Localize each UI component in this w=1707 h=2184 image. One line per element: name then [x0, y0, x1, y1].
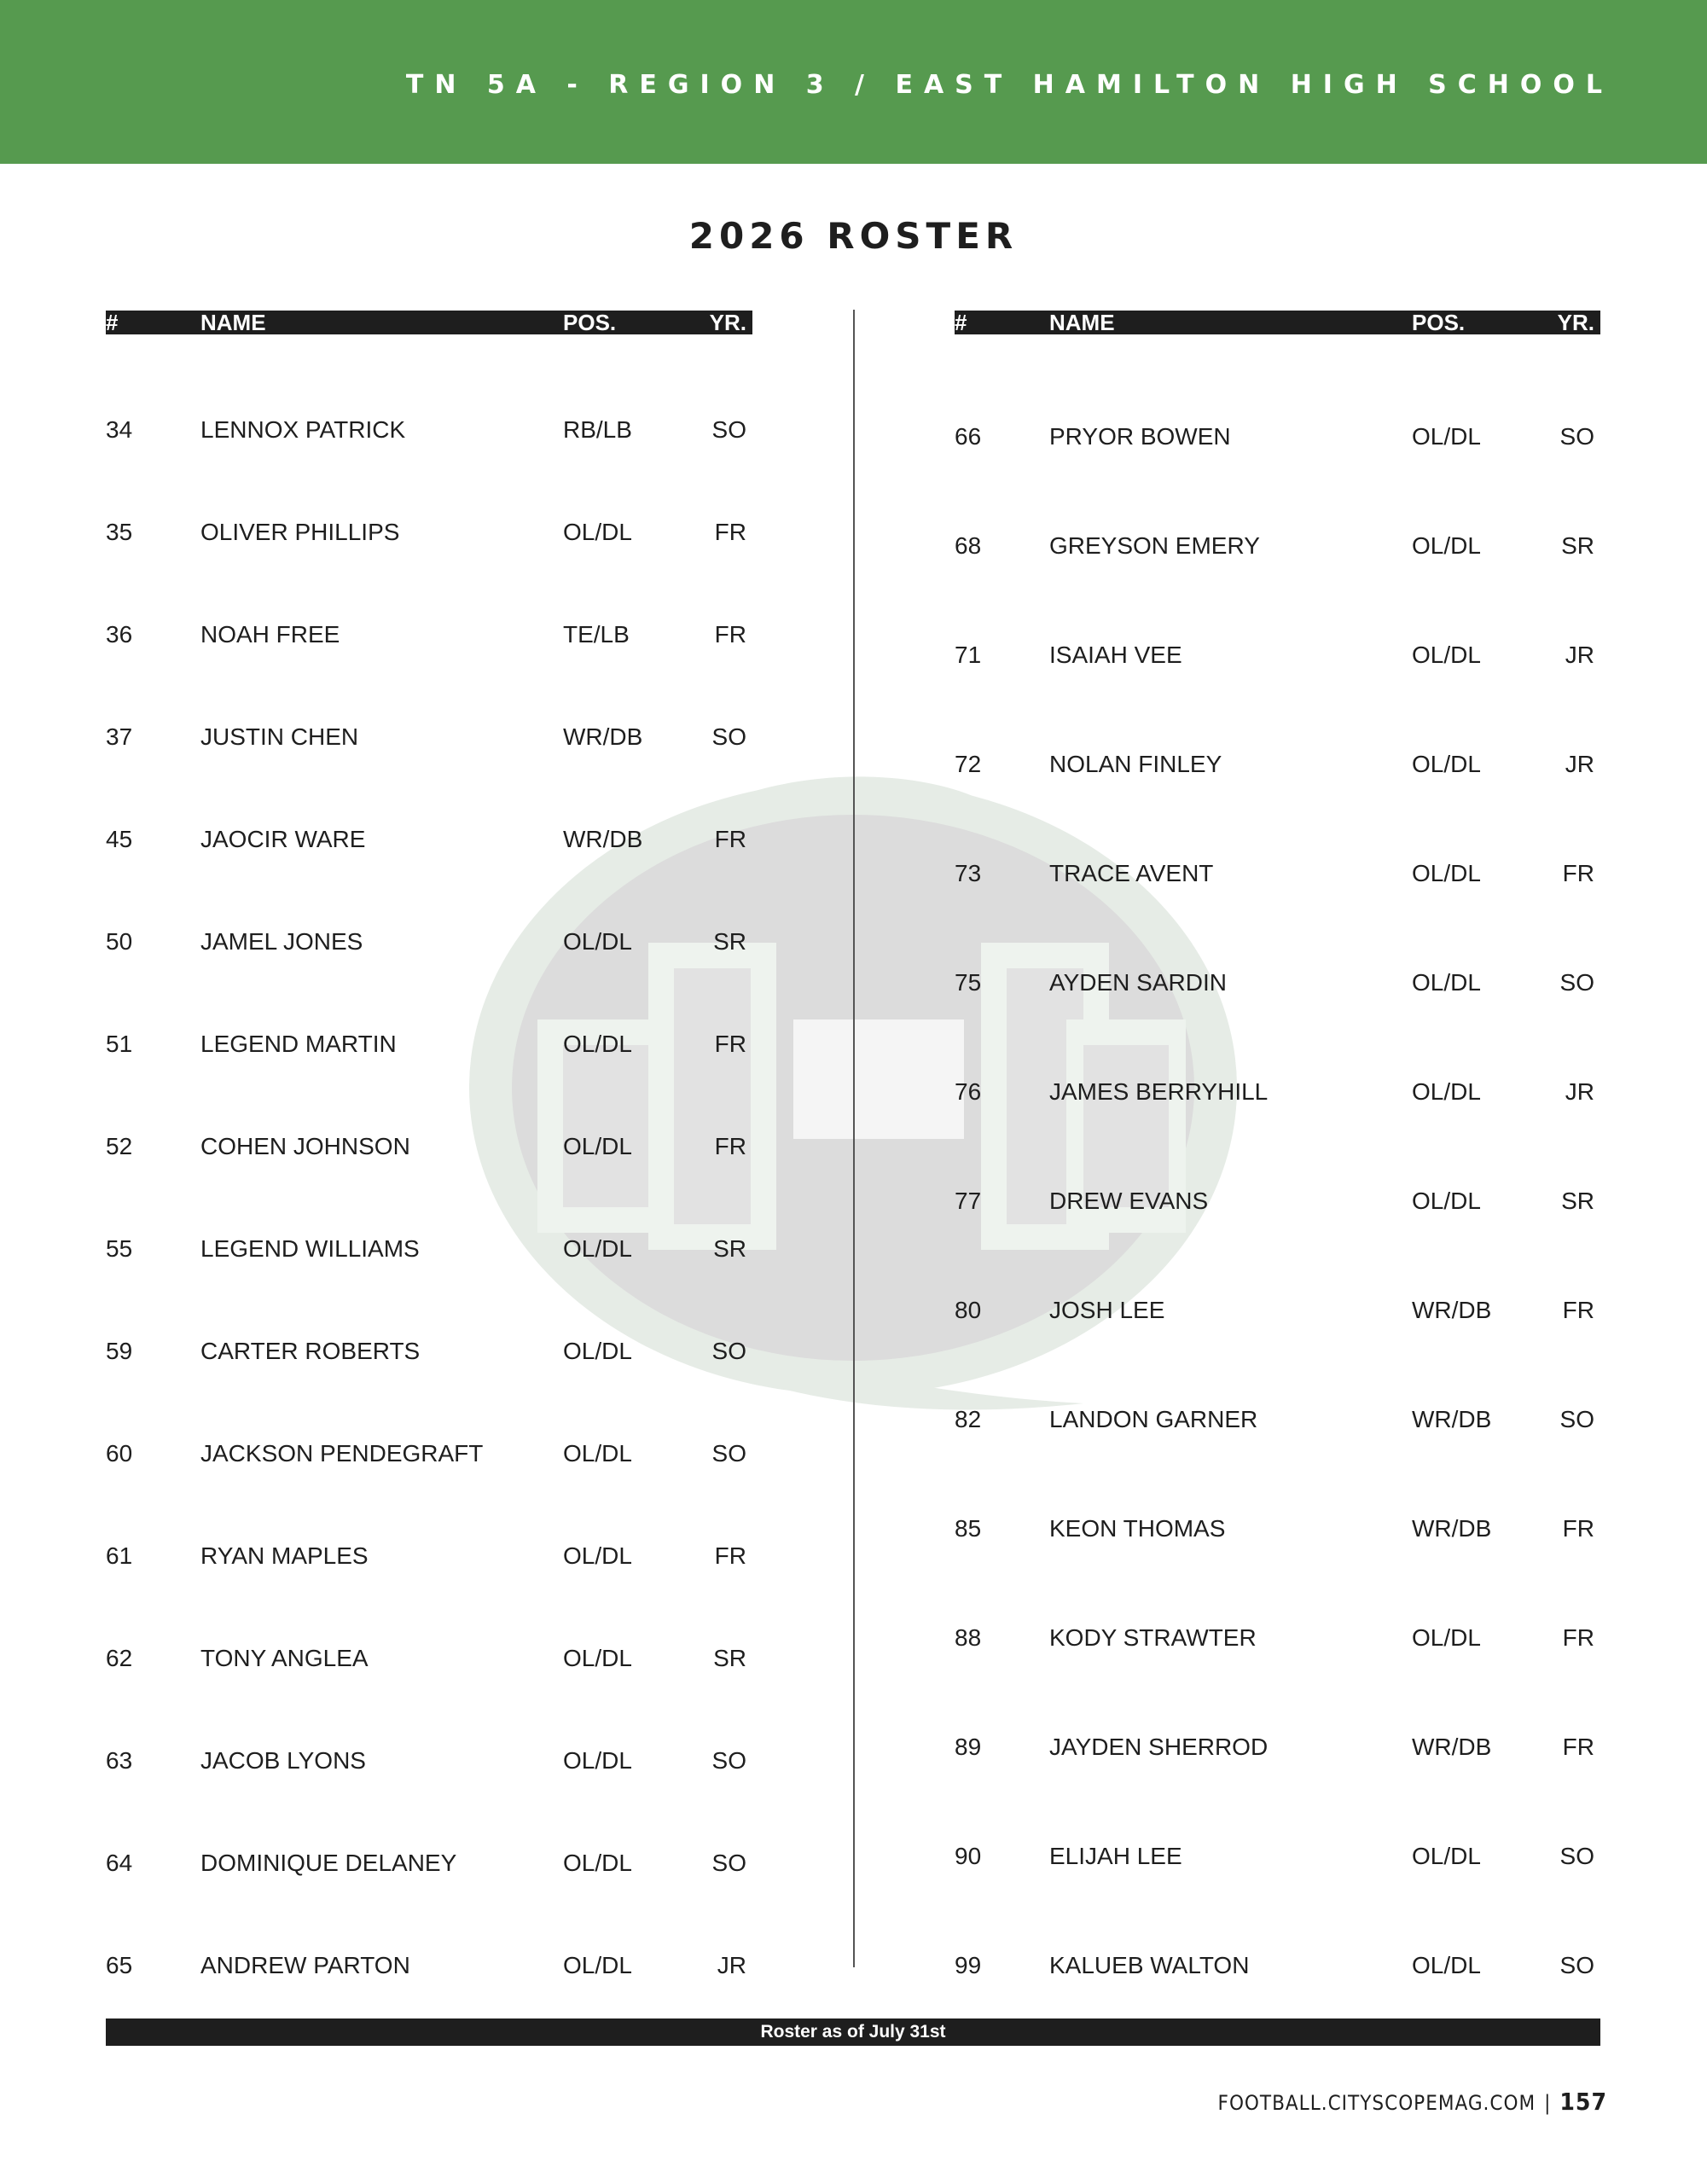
column-divider — [853, 310, 855, 1967]
player-name: AYDEN SARDIN — [1049, 969, 1227, 996]
table-row — [955, 1949, 1600, 1983]
player-position: WR/DB — [1412, 1515, 1492, 1542]
header-year: YR. — [709, 310, 746, 335]
player-name: LANDON GARNER — [1049, 1406, 1258, 1432]
player-year: FR — [714, 1542, 746, 1569]
player-name: NOAH FREE — [200, 621, 340, 648]
player-number: 71 — [955, 642, 982, 668]
player-number: 60 — [106, 1440, 133, 1467]
header-position: POS. — [563, 310, 617, 335]
player-name: LEGEND WILLIAMS — [200, 1235, 420, 1262]
player-position: OL/DL — [1412, 1624, 1481, 1651]
player-number: 64 — [106, 1850, 133, 1876]
table-row — [106, 1232, 752, 1266]
table-row — [106, 1130, 752, 1164]
table-row — [955, 747, 1600, 781]
player-position: OL/DL — [563, 1235, 632, 1262]
player-number: 82 — [955, 1406, 982, 1432]
player-name: LENNOX PATRICK — [200, 416, 406, 443]
table-header — [955, 311, 1600, 334]
table-row — [955, 638, 1600, 672]
table-row — [106, 413, 752, 447]
table-row — [106, 822, 752, 857]
table-row — [106, 1334, 752, 1368]
player-year: SO — [711, 1338, 746, 1364]
player-position: OL/DL — [1412, 532, 1481, 559]
player-year: SO — [711, 416, 746, 443]
table-row — [106, 1437, 752, 1471]
header-year: YR. — [1557, 310, 1594, 335]
player-position: TE/LB — [563, 621, 630, 648]
table-row — [955, 1512, 1600, 1546]
player-position: OL/DL — [563, 1850, 632, 1876]
roster-table-right — [955, 310, 1600, 1978]
player-name: KODY STRAWTER — [1049, 1624, 1257, 1651]
table-row — [955, 1293, 1600, 1327]
player-position: OL/DL — [563, 928, 632, 955]
player-number: 45 — [106, 826, 133, 852]
player-name: KEON THOMAS — [1049, 1515, 1226, 1542]
player-year: SO — [711, 1850, 746, 1876]
player-number: 66 — [955, 423, 982, 450]
player-year: FR — [1562, 1624, 1594, 1651]
player-position: OL/DL — [1412, 860, 1481, 886]
player-year: FR — [714, 621, 746, 648]
website-url: FOOTBALL.CITYSCOPEMAG.COM — [1217, 2091, 1536, 2115]
player-name: JAYDEN SHERROD — [1049, 1734, 1269, 1760]
player-year: FR — [714, 826, 746, 852]
player-position: OL/DL — [563, 519, 632, 545]
player-position: OL/DL — [563, 1747, 632, 1774]
player-name: JACKSON PENDEGRAFT — [200, 1440, 484, 1467]
player-number: 80 — [955, 1297, 982, 1323]
player-position: OL/DL — [1412, 1843, 1481, 1869]
player-number: 88 — [955, 1624, 982, 1651]
player-name: JAMES BERRYHILL — [1049, 1078, 1269, 1105]
player-position: OL/DL — [1412, 751, 1481, 777]
player-position: WR/DB — [563, 826, 643, 852]
player-year: JR — [1565, 1078, 1594, 1105]
player-year: FR — [714, 1133, 746, 1159]
player-number: 34 — [106, 416, 133, 443]
player-name: RYAN MAPLES — [200, 1542, 369, 1569]
player-name: ISAIAH VEE — [1049, 642, 1182, 668]
player-year: SO — [711, 1440, 746, 1467]
header-number: # — [106, 310, 119, 335]
player-number: 50 — [106, 928, 133, 955]
player-name: JUSTIN CHEN — [200, 723, 359, 750]
player-number: 65 — [106, 1952, 133, 1978]
player-number: 35 — [106, 519, 133, 545]
player-year: JR — [1565, 642, 1594, 668]
player-name: NOLAN FINLEY — [1049, 751, 1222, 777]
player-year: FR — [1562, 1515, 1594, 1542]
player-name: TONY ANGLEA — [200, 1645, 369, 1671]
player-name: JAOCIR WARE — [200, 826, 366, 852]
player-number: 59 — [106, 1338, 133, 1364]
player-number: 99 — [955, 1952, 982, 1978]
player-name: CARTER ROBERTS — [200, 1338, 421, 1364]
player-number: 75 — [955, 969, 982, 996]
player-position: WR/DB — [1412, 1734, 1492, 1760]
player-name: JOSH LEE — [1049, 1297, 1165, 1323]
player-number: 89 — [955, 1734, 982, 1760]
player-name: ELIJAH LEE — [1049, 1843, 1182, 1869]
player-name: TRACE AVENT — [1049, 860, 1214, 886]
player-name: JACOB LYONS — [200, 1747, 366, 1774]
player-position: WR/DB — [1412, 1406, 1492, 1432]
player-number: 51 — [106, 1031, 133, 1057]
table-row — [955, 1403, 1600, 1437]
table-row — [106, 720, 752, 754]
table-row — [106, 1744, 752, 1778]
player-number: 36 — [106, 621, 133, 648]
player-number: 61 — [106, 1542, 133, 1569]
player-year: SO — [711, 723, 746, 750]
player-position: OL/DL — [563, 1952, 632, 1978]
player-number: 72 — [955, 751, 982, 777]
header-position: POS. — [1412, 310, 1466, 335]
header-name: NAME — [200, 310, 266, 335]
page-footer — [1218, 2088, 1607, 2116]
player-position: OL/DL — [563, 1645, 632, 1671]
player-position: OL/DL — [563, 1133, 632, 1159]
footer-separator: | — [1544, 2091, 1552, 2115]
roster-table-left — [106, 310, 752, 1978]
player-position: OL/DL — [1412, 969, 1481, 996]
player-name: JAMEL JONES — [200, 928, 363, 955]
player-position: OL/DL — [563, 1338, 632, 1364]
player-position: OL/DL — [563, 1031, 632, 1057]
player-number: 62 — [106, 1645, 133, 1671]
table-header — [106, 311, 752, 334]
player-year: FR — [714, 1031, 746, 1057]
player-number: 90 — [955, 1843, 982, 1869]
table-row — [955, 1184, 1600, 1218]
player-name: PRYOR BOWEN — [1049, 423, 1231, 450]
player-year: JR — [1565, 751, 1594, 777]
header-name: NAME — [1049, 310, 1115, 335]
table-row — [955, 529, 1600, 563]
player-number: 63 — [106, 1747, 133, 1774]
player-name: KALUEB WALTON — [1049, 1952, 1250, 1978]
header-number: # — [955, 310, 967, 335]
player-name: COHEN JOHNSON — [200, 1133, 410, 1159]
table-row — [955, 1839, 1600, 1873]
player-year: SR — [1561, 532, 1594, 559]
player-year: SR — [713, 928, 746, 955]
player-number: 55 — [106, 1235, 133, 1262]
table-row — [955, 1621, 1600, 1655]
player-year: SR — [1561, 1188, 1594, 1214]
table-row — [106, 1539, 752, 1573]
player-number: 73 — [955, 860, 982, 886]
player-position: OL/DL — [1412, 1952, 1481, 1978]
table-row — [106, 618, 752, 652]
player-position: WR/DB — [1412, 1297, 1492, 1323]
player-name: LEGEND MARTIN — [200, 1031, 397, 1057]
player-position: RB/LB — [563, 416, 632, 443]
player-year: FR — [1562, 1297, 1594, 1323]
player-year: SO — [1559, 1843, 1594, 1869]
player-year: SO — [1559, 423, 1594, 450]
header-banner — [0, 0, 1707, 164]
banner-title: TN 5A - REGION 3 / EAST HAMILTON HIGH SCHOOL — [405, 70, 1613, 100]
player-year: SO — [711, 1747, 746, 1774]
player-year: FR — [1562, 1734, 1594, 1760]
table-row — [106, 1949, 752, 1983]
player-year: SO — [1559, 969, 1594, 996]
player-position: OL/DL — [1412, 423, 1481, 450]
player-position: OL/DL — [1412, 1078, 1481, 1105]
table-row — [955, 1730, 1600, 1764]
player-year: JR — [717, 1952, 746, 1978]
table-row — [955, 420, 1600, 454]
table-row — [106, 1641, 752, 1676]
player-position: OL/DL — [563, 1542, 632, 1569]
table-row — [106, 515, 752, 549]
player-year: SO — [1559, 1952, 1594, 1978]
player-number: 52 — [106, 1133, 133, 1159]
player-name: ANDREW PARTON — [200, 1952, 410, 1978]
player-position: OL/DL — [563, 1440, 632, 1467]
player-number: 37 — [106, 723, 133, 750]
player-number: 68 — [955, 532, 982, 559]
page-number: 157 — [1559, 2088, 1607, 2116]
player-year: FR — [1562, 860, 1594, 886]
player-year: SO — [1559, 1406, 1594, 1432]
table-row — [106, 1846, 752, 1880]
table-row — [106, 925, 752, 959]
player-year: SR — [713, 1235, 746, 1262]
table-row — [106, 1027, 752, 1061]
roster-date-note: Roster as of July 31st — [106, 2018, 1600, 2046]
player-number: 85 — [955, 1515, 982, 1542]
player-name: DREW EVANS — [1049, 1188, 1209, 1214]
table-row — [955, 966, 1600, 1000]
player-position: OL/DL — [1412, 642, 1481, 668]
player-position: OL/DL — [1412, 1188, 1481, 1214]
player-name: OLIVER PHILLIPS — [200, 519, 400, 545]
player-name: GREYSON EMERY — [1049, 532, 1260, 559]
player-number: 77 — [955, 1188, 982, 1214]
page-title: 2026 ROSTER — [688, 215, 1019, 257]
player-year: SR — [713, 1645, 746, 1671]
player-position: WR/DB — [563, 723, 643, 750]
player-number: 76 — [955, 1078, 982, 1105]
player-year: FR — [714, 519, 746, 545]
table-row — [955, 857, 1600, 891]
table-row — [955, 1075, 1600, 1109]
player-name: DOMINIQUE DELANEY — [200, 1850, 457, 1876]
